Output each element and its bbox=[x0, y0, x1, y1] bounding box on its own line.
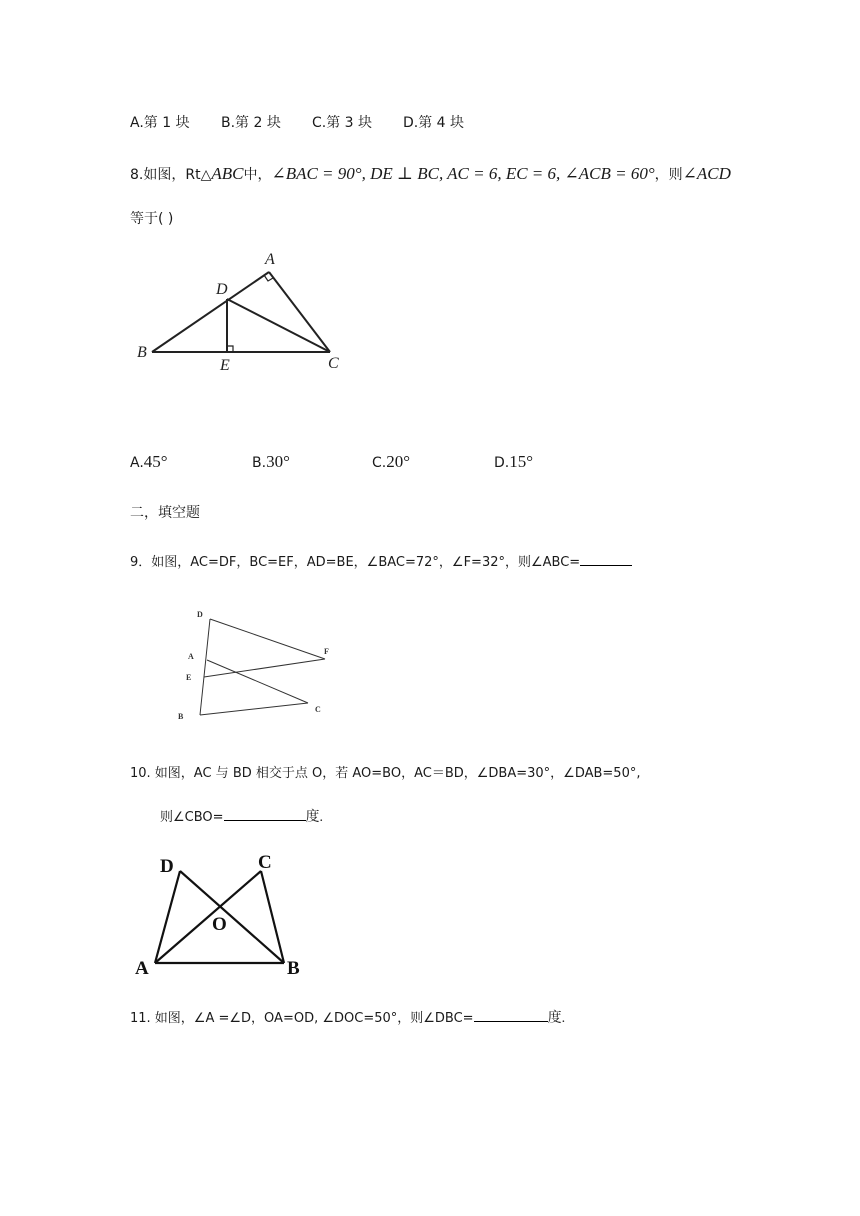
q8-choice-c-value: 20° bbox=[386, 452, 411, 471]
q7-choice-a: A.第 1 块 bbox=[130, 115, 190, 131]
q9-text: 9．如图，AC=DF，BC=EF，AD=BE，∠BAC=72°，∠F=32°，则∠ABC= bbox=[130, 555, 581, 570]
q11-answer-blank bbox=[474, 1007, 548, 1022]
q8-choice-d bbox=[494, 452, 533, 472]
q8-right-angle-a bbox=[264, 275, 273, 281]
q9-label-c: C bbox=[315, 705, 321, 714]
q7-choice-d: D.第 4 块 bbox=[403, 115, 465, 131]
q8-stem bbox=[130, 164, 731, 184]
q10-label-c: C bbox=[258, 852, 272, 873]
q9-segment-ac bbox=[207, 660, 308, 703]
q8-choice-c bbox=[372, 452, 410, 472]
q8-label-d: D bbox=[216, 281, 228, 298]
q8-right-angle-e bbox=[227, 346, 233, 352]
q8-choice-b-value: 30° bbox=[266, 452, 290, 471]
q8-choice-a-value: 45° bbox=[143, 452, 168, 471]
q8-choice-a-letter: A. bbox=[130, 455, 144, 471]
q8-label-e: E bbox=[220, 357, 230, 374]
q10-label-a: A bbox=[135, 958, 149, 979]
q8-segment-ba bbox=[152, 272, 269, 352]
q9-label-d: D bbox=[197, 610, 203, 619]
q7-choice-b: B.第 2 块 bbox=[221, 115, 281, 131]
q8-label-a: A bbox=[265, 251, 275, 268]
q10-label-o: O bbox=[212, 914, 227, 935]
q8-choice-d-value: 15° bbox=[509, 452, 534, 471]
q8-choice-b bbox=[252, 452, 290, 472]
q9-segment-ef bbox=[204, 659, 325, 677]
q8-then: ，则 bbox=[654, 167, 683, 183]
q10-stem-line2 bbox=[160, 806, 323, 826]
q11-suffix: 度. bbox=[547, 1011, 566, 1026]
q10-segment-ad bbox=[155, 871, 180, 963]
q10-segment-ac bbox=[155, 871, 261, 963]
q10-segment-cb bbox=[261, 871, 284, 963]
q10-label-d: D bbox=[160, 856, 174, 877]
q9-label-e: E bbox=[186, 673, 192, 682]
q8-choice-b-letter: B. bbox=[252, 455, 267, 471]
q10-segment-db bbox=[180, 871, 284, 963]
q8-segment-dc bbox=[227, 299, 330, 352]
q8-target: ∠ACD bbox=[682, 164, 731, 183]
q8-triangle: ABC bbox=[211, 164, 244, 183]
q8-label-b: B bbox=[137, 344, 147, 361]
q9-label-f: F bbox=[324, 647, 329, 656]
q9-segment-df bbox=[210, 619, 325, 659]
q8-zhong: 中， bbox=[243, 167, 272, 183]
q7-choice-c: C.第 3 块 bbox=[312, 115, 373, 131]
q10-suffix: 度. bbox=[305, 810, 324, 825]
q8-label-c: C bbox=[328, 355, 339, 372]
q9-segment-db bbox=[200, 619, 210, 715]
q9-label-a: A bbox=[188, 652, 194, 661]
q11-prefix: 11. 如图，∠A =∠D，OA=OD, ∠DOC=50°，则∠DBC= bbox=[130, 1011, 474, 1026]
q10-stem-line1: 10. 如图，AC 与 BD 相交于点 O，若 AO=BO，AC＝BD，∠DBA=30°，∠DAB=50°, bbox=[130, 766, 641, 781]
q9-segment-bc bbox=[200, 703, 308, 715]
q8-choice-d-letter: D. bbox=[494, 455, 510, 471]
q10-label-b: B bbox=[287, 958, 300, 979]
q8-segment-ac bbox=[269, 272, 330, 352]
q9-stem bbox=[130, 551, 632, 570]
section-title: 二，填空题 bbox=[130, 505, 200, 521]
q8-conditions: ∠BAC = 90°, DE ⊥ BC, AC = 6, EC = 6, ∠ACB = 60° bbox=[271, 164, 655, 183]
q9-answer-blank bbox=[580, 551, 632, 566]
q10-answer-blank bbox=[224, 806, 306, 821]
q8-choice-c-letter: C. bbox=[372, 455, 387, 471]
q8-prefix: 8.如图，Rt△ bbox=[130, 167, 212, 183]
q10-prefix: 则∠CBO= bbox=[160, 810, 224, 825]
q8-stem-line2: 等于( ) bbox=[130, 211, 174, 227]
q9-label-b: B bbox=[178, 712, 184, 721]
q11-stem bbox=[130, 1007, 565, 1027]
q8-choice-a bbox=[130, 452, 168, 472]
